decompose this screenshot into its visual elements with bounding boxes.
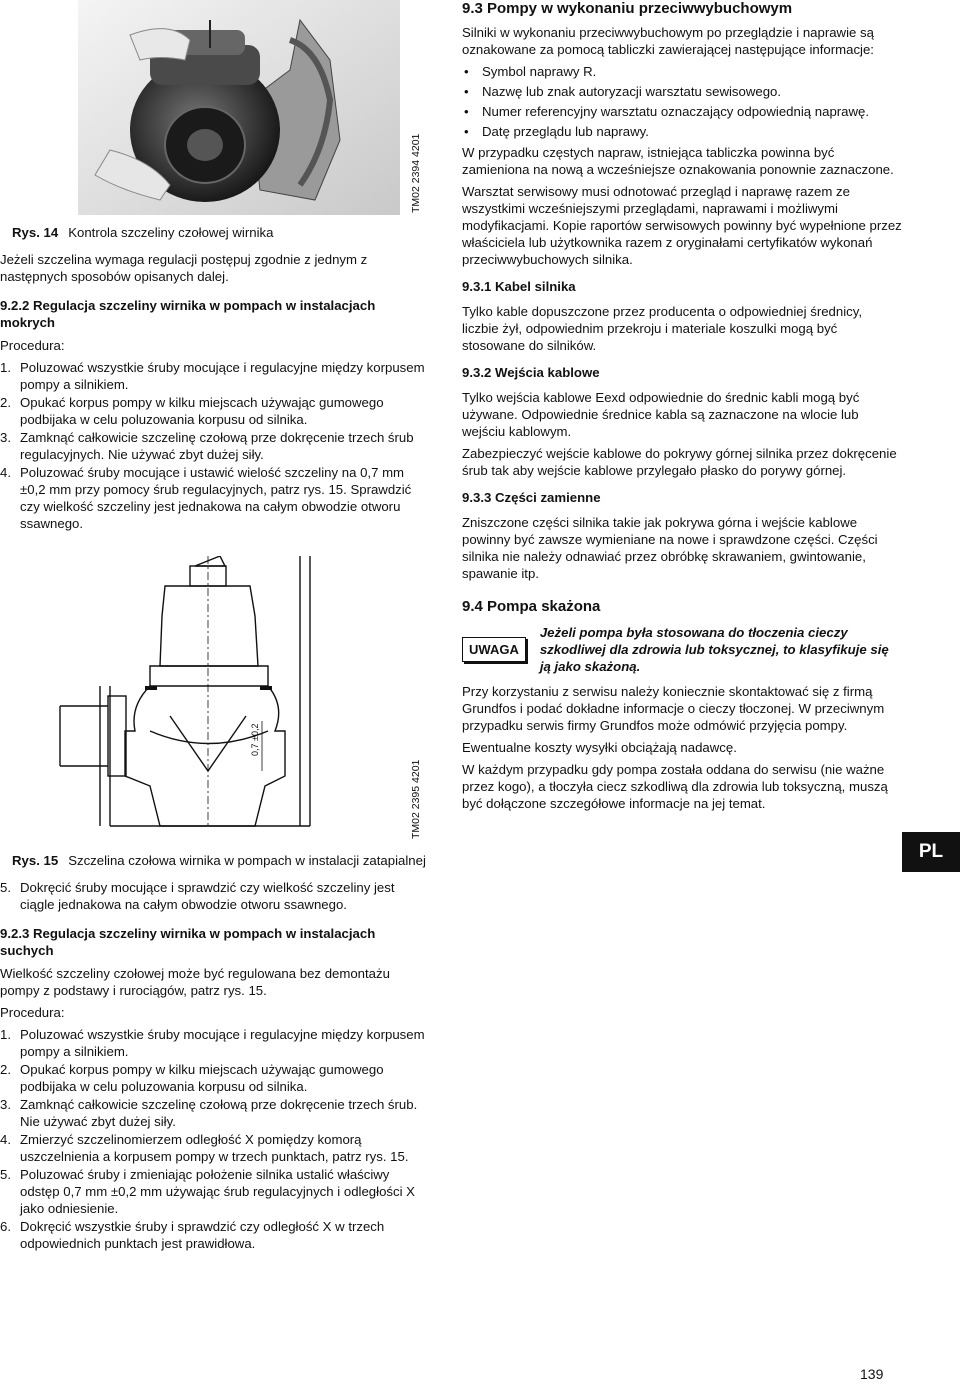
paragraph: Warsztat serwisowy musi odnotować przegląd i naprawę razem ze wszystkimi wcześniejszymi przeglądami, naprawami i możliwymi modyfikacjami. Kopie raportów serwisowych powinny być wypełnione przez właściciela lub użytkownika razem z oryginałami certyfikatów wykonań przeciwwybuchowych silnika. [462, 184, 902, 267]
step-item: 2. Opukać korpus pompy w kilku miejscach używając gumowego podbijaka w celu poluzowania korpusu od silnika. [0, 395, 384, 427]
section-heading: 9.4 Pompa skażona [462, 598, 601, 615]
bullet-list [462, 63, 902, 140]
step-item: 4. Zmierzyć szczelinomierzem odległość X pomiędzy komorą uszczelnienia a korpusem pompy w trzech punktach, patrz rys. 15. [0, 1132, 409, 1164]
step-item: 1. Poluzować wszystkie śruby mocujące i regulacyjne między korpusem pompy a silnikiem. [0, 1027, 425, 1059]
warning-label: UWAGA [462, 637, 526, 662]
left-column [0, 0, 432, 1258]
warning-text: Jeżeli pompa była stosowana do tłoczenia cieczy szkodliwej dla zdrowia lub toksycznej, to klasyfikuje się ją jako skażoną. [539, 625, 889, 674]
paragraph: Tylko wejścia kablowe Eexd odpowiednie do średnic kabli mogą być używane. Odpowiednie średnice kabla są zaznaczone na wlocie lub wejściu kablowym. [462, 390, 860, 439]
figure-caption [12, 852, 432, 869]
caption-number: Rys. 15 [12, 853, 59, 868]
paragraph: Ewentualne koszty wysyłki obciążają nadawcę. [462, 740, 737, 755]
step-item: 1. Poluzować wszystkie śruby mocujące i regulacyjne między korpusem pompy a silnikiem. [0, 360, 425, 392]
paragraph: Tylko kable dopuszczone przez producenta o odpowiedniej średnicy, liczbie żył, odpowiednim przekroju i materiale koszulki mogą być stosowane do silników. [462, 304, 863, 353]
caption-text: Szczelina czołowa wirnika w pompach w instalacji zatapialnej [68, 853, 426, 868]
procedure-steps [0, 1026, 432, 1252]
step-item: 3. Zamknąć całkowicie szczelinę czołową prze dokręcenie trzech śrub. Nie używać zbyt dużej siły. [0, 1097, 418, 1129]
figure-14 [0, 0, 432, 220]
procedure-label: Procedura: [0, 1005, 65, 1020]
figure-caption [12, 224, 432, 241]
paragraph: Wielkość szczeliny czołowej może być regulowana bez demontażu pompy z podstawy i rurociągów, patrz rys. 15. [0, 966, 390, 998]
figure-code: TM02 2395 4201 [410, 759, 422, 839]
section-heading: 9.2.3 Regulacja szczeliny wirnika w pompach w instalacjach suchych [0, 926, 376, 958]
list-item: • Nazwę lub znak autoryzacji warsztatu sewisowego. [464, 84, 782, 99]
right-column [462, 0, 902, 817]
list-item: • Numer referencyjny warsztatu oznaczający odpowiednią naprawę. [464, 104, 870, 119]
paragraph: Zniszczone części silnika takie jak pokrywa górna i wejście kablowe powinny być zawsze wymieniane na nowe i sprawdzone części. Części silnika nie należy odnawiać przez obróbkę skrawaniem, gwintowanie, spawanie itp. [462, 515, 878, 581]
step-item: 5. Dokręcić śruby mocujące i sprawdzić czy wielkość szczeliny jest ciągle jednakowa na całym obwodzie otworu ssawnego. [0, 880, 395, 912]
paragraph: Silniki w wykonaniu przeciwwybuchowym po przeglądzie i naprawie są oznakowane za pomocą tabliczki zawierającej następujące informacje: [462, 25, 874, 57]
procedure-steps [0, 359, 432, 532]
pump-section-drawing [0, 556, 400, 846]
page-number: 139 [860, 1366, 884, 1382]
step-item: 5. Poluzować śruby i zmieniając położenie silnika ustalić właściwy odstęp 0,7 mm ±0,2 mm używając śrub regulacyjnych i odległości X jako odniesienie. [0, 1167, 415, 1216]
language-tab: PL [902, 832, 960, 872]
dimension-label: 0,7 ±0,2 [250, 723, 260, 756]
paragraph: Przy korzystaniu z serwisu należy koniecznie skontaktować się z firmą Grundfos i podać dokładne informacje o cieczy tłoczonej. W przeciwnym przypadku serwis firmy Grundfos może odmówić przyjęcia pompy. [462, 684, 885, 733]
section-heading: 9.3.3 Części zamienne [462, 490, 601, 505]
paragraph: W przypadku częstych napraw, istniejąca tabliczka powinna być zamieniona na nową a wcześniejsze oznakowania ponownie zaznaczone. [462, 145, 894, 177]
paragraph: Jeżeli szczelina wymaga regulacji postępuj zgodnie z jednym z następnych sposobów opisanych dalej. [0, 252, 368, 284]
section-heading: 9.3.2 Wejścia kablowe [462, 365, 600, 380]
pump-photo [0, 0, 400, 220]
step-item: 4. Poluzować śruby mocujące i ustawić wielość szczeliny na 0,7 mm ±0,2 mm przy pomocy śrub regulacyjnych, patrz rys. 15. Sprawdzić czy wielkość szczeliny jest jednakowa na całym obwodzie otworu ssawnego. [0, 465, 412, 531]
caption-number: Rys. 14 [12, 225, 59, 240]
figure-code: TM02 2394 4201 [410, 133, 422, 213]
paragraph: W każdym przypadku gdy pompa została oddana do serwisu (nie ważne przez kogo), a tłoczyła ciecz szkodliwą dla zdrowia lub toksyczną, muszą być dołączone szczegółowe informacje na jej temat. [462, 762, 888, 811]
section-heading: 9.3 Pompy w wykonaniu przeciwwybuchowym [462, 0, 793, 17]
figure-15 [0, 556, 432, 846]
section-heading: 9.2.2 Regulacja szczeliny wirnika w pompach w instalacjach mokrych [0, 298, 376, 330]
warning-block [462, 624, 902, 675]
step-item: 2. Opukać korpus pompy w kilku miejscach używając gumowego podbijaka w celu poluzowania korpusu od silnika. [0, 1062, 384, 1094]
procedure-label: Procedura: [0, 338, 65, 353]
section-heading: 9.3.1 Kabel silnika [462, 279, 576, 294]
step-item: 3. Zamknąć całkowicie szczelinę czołową prze dokręcenie trzech śrub regulacyjnych. Nie używać zbyt dużej siły. [0, 430, 414, 462]
list-item: • Symbol naprawy R. [464, 64, 597, 79]
caption-text: Kontrola szczeliny czołowej wirnika [68, 225, 274, 240]
procedure-steps [0, 879, 432, 913]
list-item: • Datę przeglądu lub naprawy. [464, 124, 649, 139]
paragraph: Zabezpieczyć wejście kablowe do pokrywy górnej silnika przez dokręcenie śrub tak aby wejście kablowe przylegało płasko do porywy górnej. [462, 446, 897, 478]
step-item: 6. Dokręcić wszystkie śruby i sprawdzić czy odległość X w trzech odpowiednich punktach jest prawidłowa. [0, 1219, 385, 1251]
